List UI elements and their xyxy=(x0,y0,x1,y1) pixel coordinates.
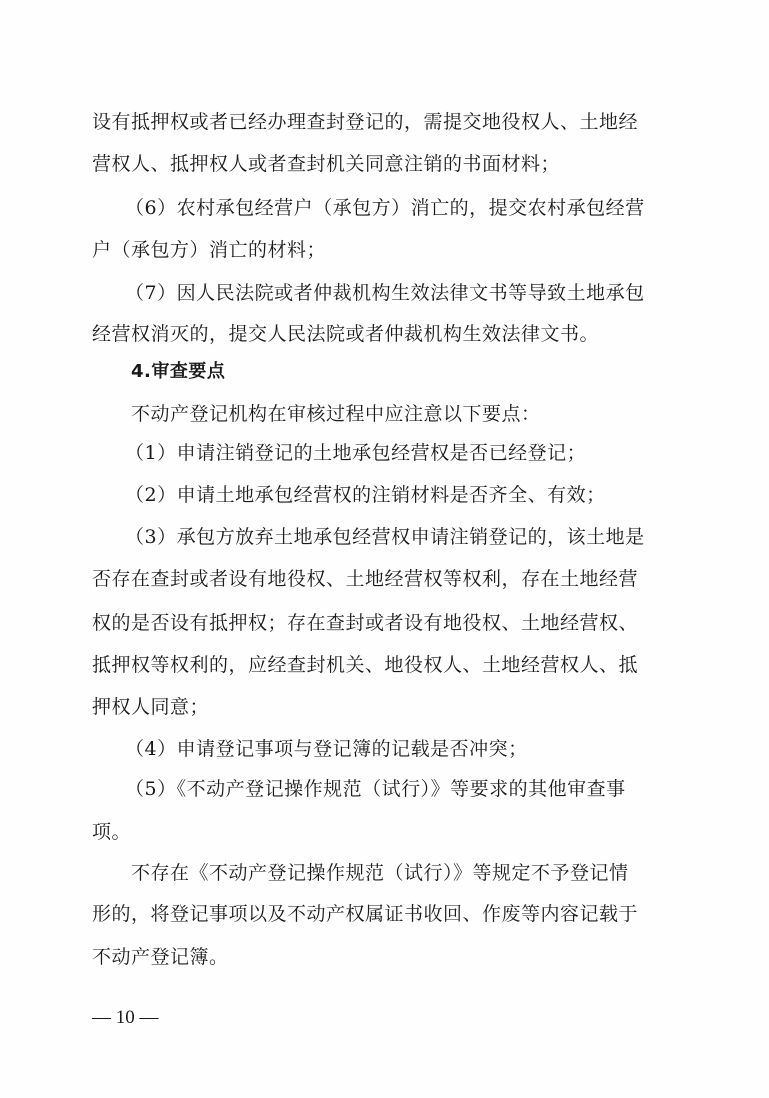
text-line: （3）承包方放弃土地承包经营权申请注销登记的，该土地是 xyxy=(125,526,645,548)
text-line: 押权人同意； xyxy=(92,696,210,718)
text-line: （4）申请登记事项与登记簿的记载是否冲突； xyxy=(125,738,528,760)
text-line: （5）《不动产登记操作规范（试行）》等要求的其他审查事 xyxy=(125,778,626,800)
text-line: 形的，将登记事项以及不动产权属证书收回、作废等内容记载于 xyxy=(92,903,639,925)
text-line: 权的是否设有抵押权；存在查封或者设有地役权、土地经营权、 xyxy=(92,612,639,634)
page-number: — 10 — xyxy=(92,1007,159,1028)
text-line: 否存在查封或者设有地役权、土地经营权等权利，存在土地经营 xyxy=(92,568,639,590)
text-line: （2）申请土地承包经营权的注销材料是否齐全、有效； xyxy=(125,484,606,506)
text-line: 户（承包方）消亡的材料； xyxy=(92,239,327,261)
text-line: 经营权消灭的，提交人民法院或者仲裁机构生效法律文书。 xyxy=(92,323,600,345)
text-line: （1）申请注销登记的土地承包经营权是否已经登记； xyxy=(125,442,587,464)
text-line: 营权人、抵押权人或者查封机关同意注销的书面材料； xyxy=(92,153,561,175)
text-line: 不动产登记机构在审核过程中应注意以下要点： xyxy=(131,403,541,425)
text-line: 项。 xyxy=(92,821,132,843)
text-line: 不动产登记簿。 xyxy=(92,946,229,968)
text-line: （7）因人民法院或者仲裁机构生效法律文书等导致土地承包 xyxy=(125,282,645,304)
text-line: 不存在《不动产登记操作规范（试行）》等规定不予登记情 xyxy=(131,862,629,884)
text-line: 设有抵押权或者已经办理查封登记的，需提交地役权人、土地经 xyxy=(92,111,639,133)
text-line: 抵押权等权利的，应经查封机关、地役权人、土地经营权人、抵 xyxy=(92,654,639,676)
section-heading: 4.审查要点 xyxy=(131,361,226,382)
text-line: （6）农村承包经营户（承包方）消亡的，提交农村承包经营 xyxy=(125,197,645,219)
